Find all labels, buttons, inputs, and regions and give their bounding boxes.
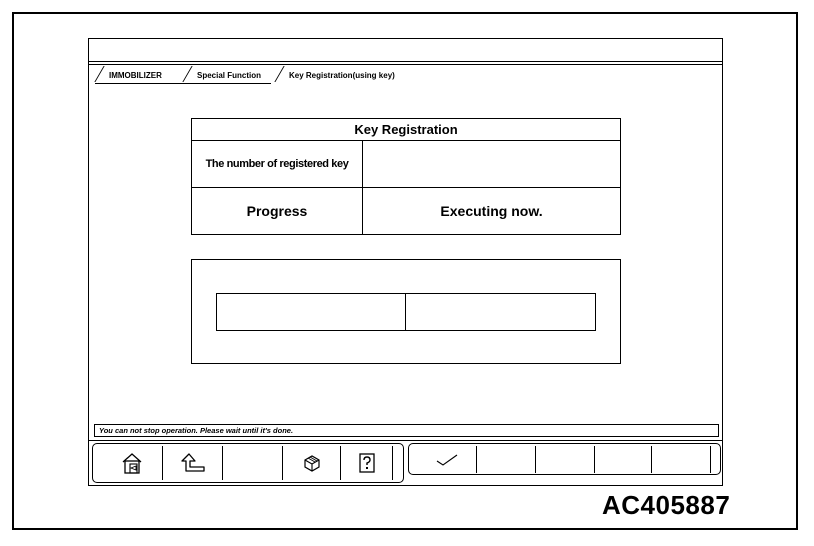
right-button-bar [408,443,721,475]
print-icon [301,452,323,474]
function-button-5[interactable] [652,446,711,473]
home-icon [121,451,143,475]
progress-bar-divider [405,294,406,330]
breadcrumb-separator [94,66,105,82]
check-icon [435,453,459,467]
breadcrumb-separator [182,66,193,82]
progress-value: Executing now. [363,188,621,235]
figure-code: AC405887 [602,490,731,520]
left-button-bar [92,443,404,483]
registered-key-count-label: The number of registered key [192,141,363,188]
progress-bar [216,293,596,331]
help-icon [358,452,376,474]
blank-button[interactable] [223,446,283,480]
progress-panel [191,259,621,364]
breadcrumb-item-immobilizer[interactable]: IMMOBILIZER [109,71,162,80]
confirm-button[interactable] [417,446,477,473]
home-button[interactable] [101,446,163,480]
breadcrumb-item-key-registration: Key Registration(using key) [289,71,395,80]
status-message: You can not stop operation. Please wait until it's done. [94,424,719,437]
progress-label: Progress [192,188,363,235]
title-bar-divider-inner [89,64,722,65]
print-button[interactable] [283,446,341,480]
table-row [192,141,621,188]
registered-key-count-value [363,141,621,188]
function-button-4[interactable] [595,446,652,473]
back-button[interactable] [163,446,223,480]
table-row [192,188,621,235]
status-divider [89,440,722,441]
table-title: Key Registration [192,119,621,141]
help-button[interactable] [341,446,393,480]
function-button-2[interactable] [477,446,536,473]
key-registration-table [191,118,621,235]
title-bar-divider [89,61,722,62]
breadcrumb-item-special-function[interactable]: Special Function [197,71,262,80]
breadcrumb-underline [95,83,271,84]
function-button-3[interactable] [536,446,595,473]
scan-tool-screen [88,38,723,486]
breadcrumb-separator [274,66,285,82]
back-icon [180,452,206,474]
